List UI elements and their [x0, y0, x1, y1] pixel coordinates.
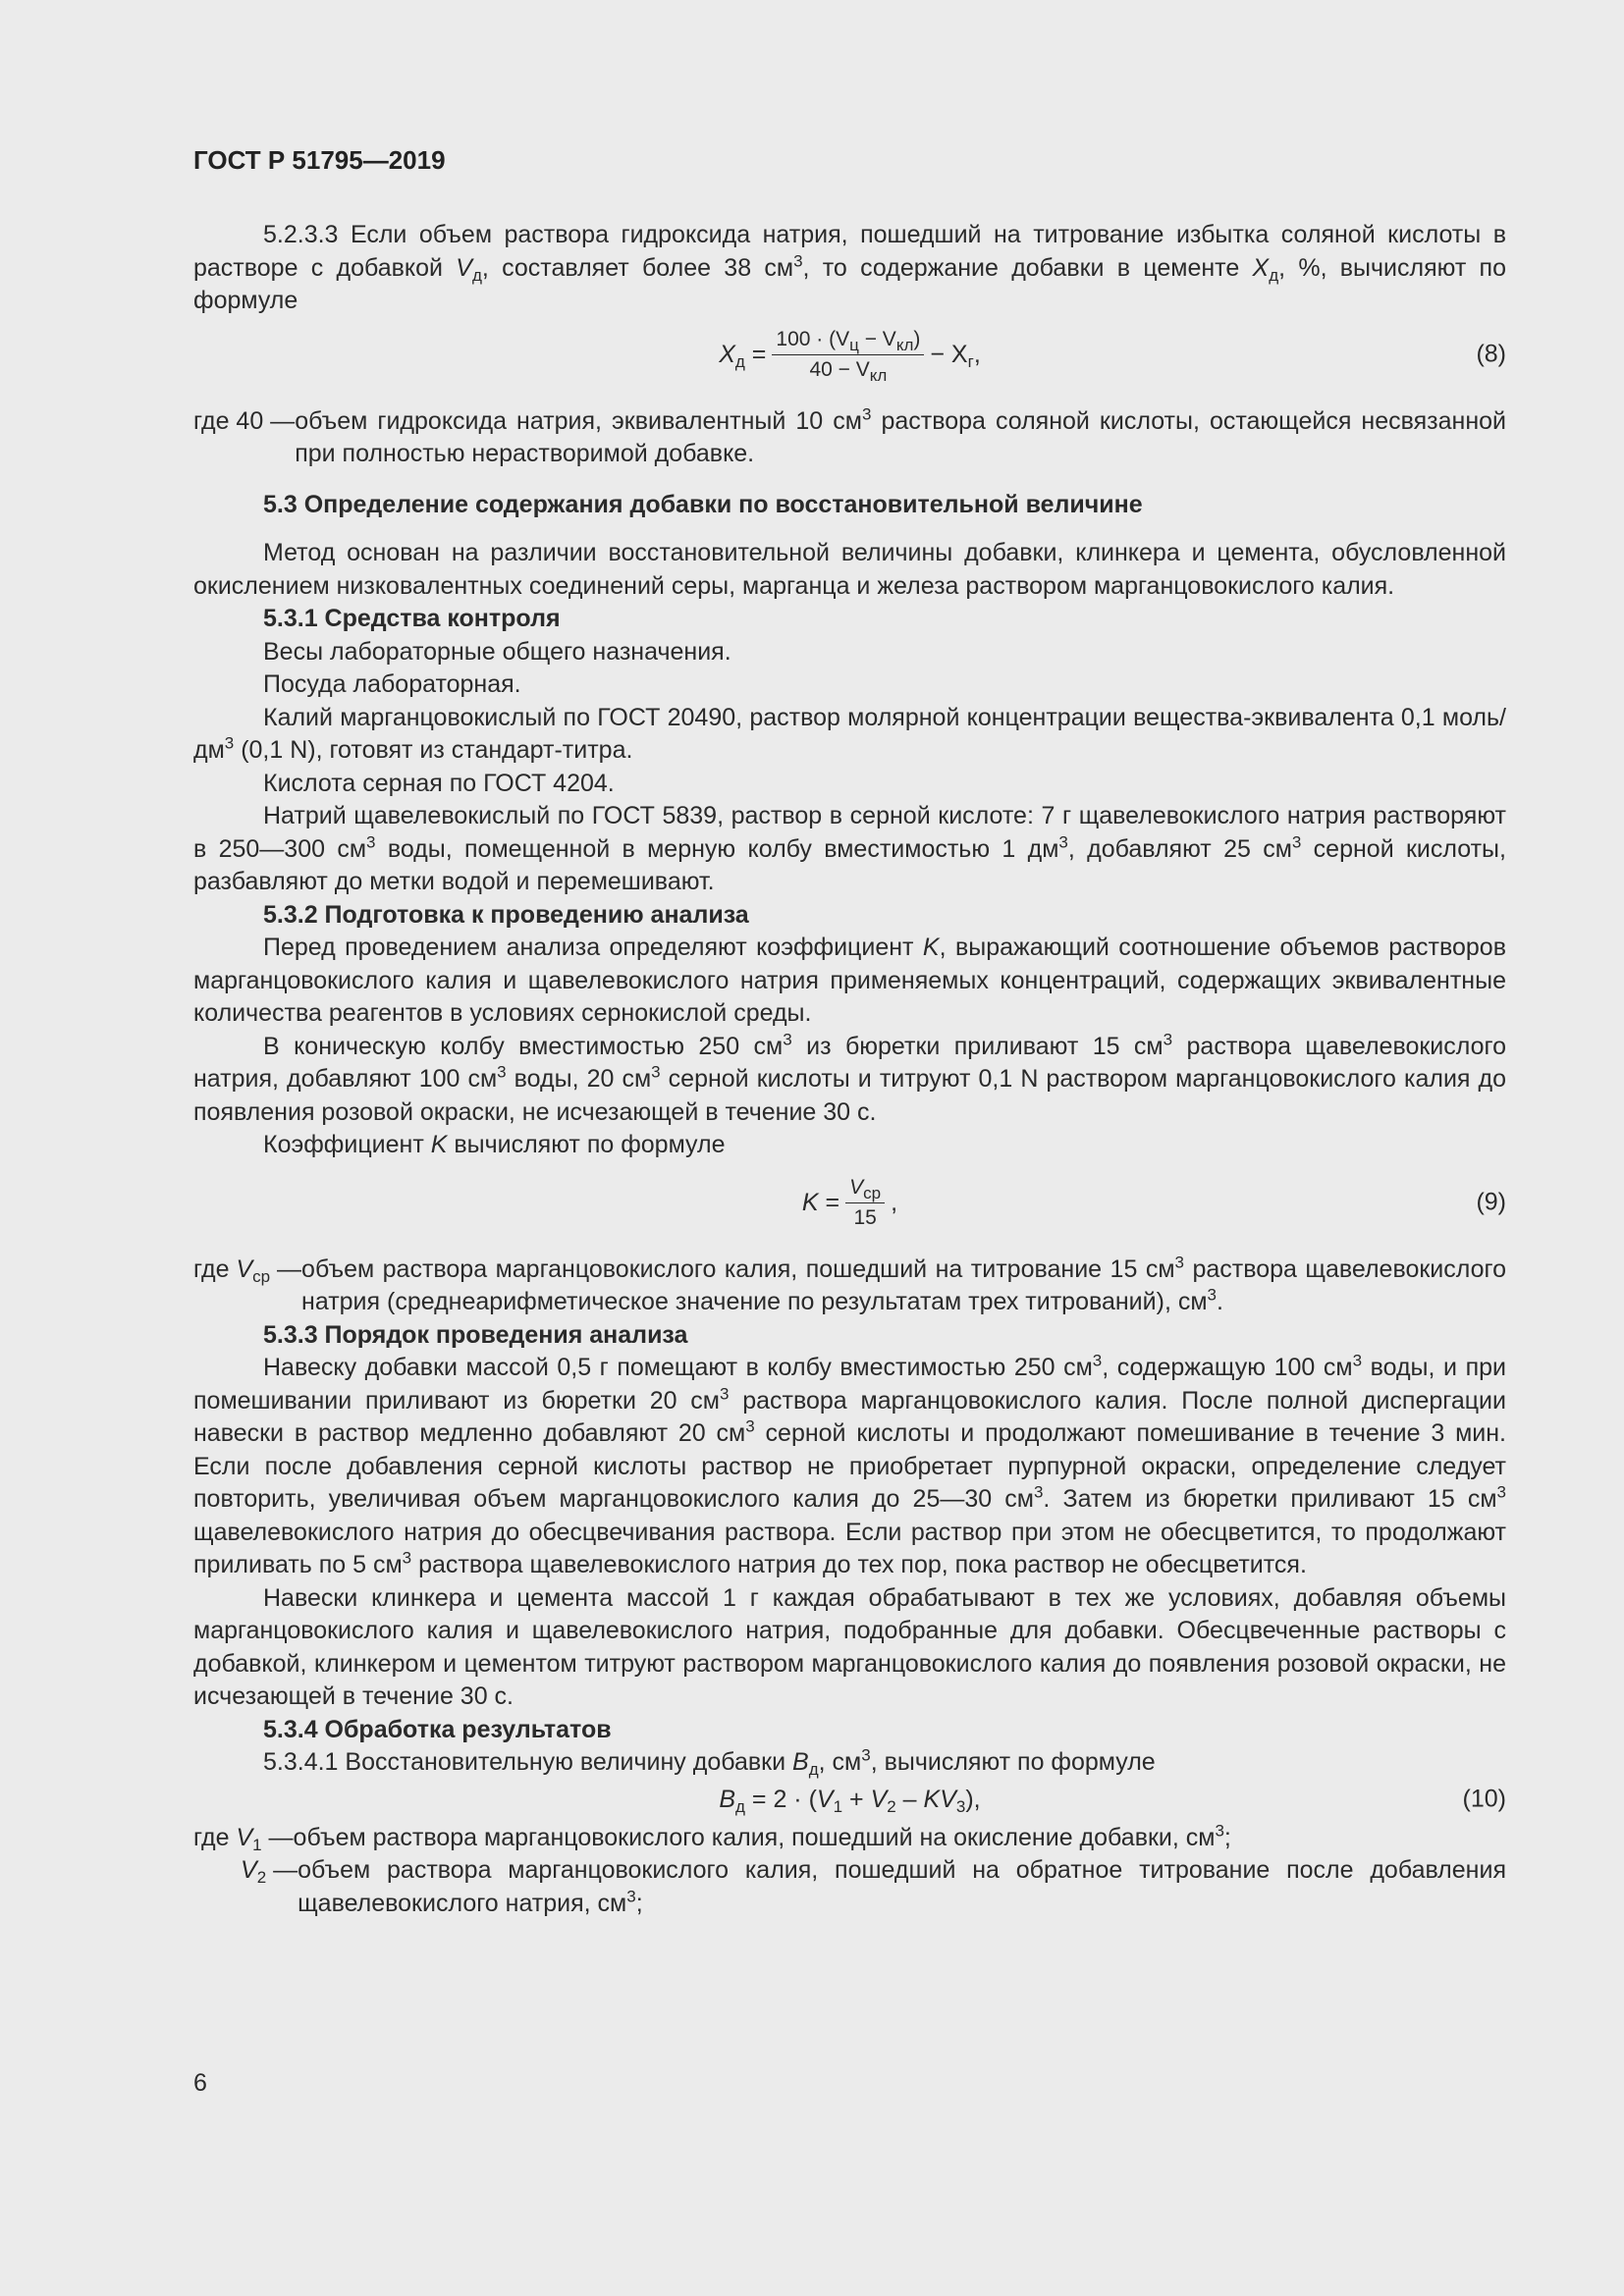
formula-8: $X_д$ = $\frac{100 \cdot (V_ц - V_{кл})}{40 - V_{кл}}$ − $X_г$, (8): [719, 327, 1506, 385]
formula-9: K = $\frac{V_{ср}}{15}$ , (9): [801, 1175, 1506, 1229]
paragraph-method: Метод основан на различии восстановительной величины добавки, клинкера и цемента, обусловленной окислением низковалентных соединений серы, марганца и железа раствором марганцовокислого калия.: [193, 539, 1506, 600]
formula-10: $B_д = 2 \cdot (V_1 + V_2 - KV_3)$, (10): [719, 1785, 1506, 1816]
where-block-10-row-1: где $V_1$ — объем раствора марганцовокислого калия, пошедший на окисление добавки, $см^3$;: [193, 1821, 1231, 1854]
section-5-3-4-title: 5.3.4 Обработка результатов: [263, 1715, 612, 1743]
formula-9-number: (9): [1476, 1188, 1506, 1216]
page-number: 6: [193, 2069, 207, 2097]
paragraph-sulfuric-acid: Кислота серная по ГОСТ 4204.: [263, 769, 615, 797]
paragraph-titration-setup: В коническую колбу вместимостью 250 $см^3$ из бюретки приливают 15 $см^3$ раствора щавелевокислого натрия, добавляют 100 $см^3$ воды, 20 $см^3$ серной кислоты и титруют 0,1 N раствором марганцовокислого калия до появления розовой окраски, не исчезающей в течение 30 с.: [193, 1030, 1506, 1126]
formula-8-fraction: $\frac{100 \cdot (V_ц - V_{кл})}{40 - V_{кл}}$: [772, 328, 924, 382]
paragraph-procedure: Навеску добавки массой 0,5 г помещают в колбу вместимостью 250 $см^3$, содержащую 100 $см^3$ воды, и при помешивании приливают из бюретки 20 $см^3$ раствора марганцовокислого калия. После полной диспергации навески в раствор медленно добавляют 20 $см^3$ серной кислоты и продолжают помешивание в течение 3 мин. Если после добавления серной кислоты раствор не приобретает пурпурной окраски, определение следует повторить, увеличивая объем марганцовокислого калия до 25—30 $см^3$. Затем из бюретки приливают 15 $см^3$ щавелевокислого натрия до обесцвечивания раствора. Если раствор при этом не обесцветится, то продолжают приливать по 5 $см^3$ раствора щавелевокислого натрия до тех пор, пока раствор не обесцветится.: [193, 1351, 1506, 1578]
paragraph-glassware: Посуда лабораторная.: [263, 670, 521, 698]
where-block-8: где 40 — объем гидроксида натрия, эквивалентный 10 $см^3$ раствора соляной кислоты, остающейся несвязанной при полностью нерастворимой добавке.: [193, 404, 1507, 467]
document-header: ГОСТ Р 51795—2019: [193, 145, 446, 175]
paragraph-5-3-4-1: 5.3.4.1 Восстановительную величину добавки $B_д$, $см^3$, вычисляют по формуле: [263, 1745, 1156, 1780]
paragraph-coefficient-intro: Перед проведением анализа определяют коэффициент K, выражающий соотношение объемов растворов марганцовокислого калия и щавелевокислого натрия применяемых концентраций, содержащих эквивалентные количества реагентов в условиях сернокислой среды.: [193, 934, 1506, 1027]
section-5-3-title: 5.3 Определение содержания добавки по восстановительной величине: [263, 490, 1143, 518]
paragraph-oxalate: Натрий щавелевокислый по ГОСТ 5839, раствор в серной кислоте: 7 г щавелевокислого натрия растворяют в 250—300 $см^3$ воды, помещенной в мерную колбу вместимостью 1 $дм^3$, добавляют 25 $см^3$ серной кислоты, разбавляют до метки водой и перемешивают.: [193, 802, 1506, 895]
section-5-3-1-title: 5.3.1 Средства контроля: [263, 605, 561, 632]
paragraph-scales: Весы лабораторные общего назначения.: [263, 637, 731, 666]
section-5-3-3-title: 5.3.3 Порядок проведения анализа: [263, 1320, 688, 1349]
section-5-3-2-title: 5.3.2 Подготовка к проведению анализа: [263, 900, 749, 929]
where-block-10-row-2: $V_2$ — объем раствора марганцовокислого калия, пошедший на обратное титрование после добавления щавелевокислого натрия, $см^3$;: [241, 1856, 1506, 1917]
paragraph-permanganate: Калий марганцовокислый по ГОСТ 20490, раствор молярной концентрации вещества-эквивалента 0,1 моль/$дм^3$ (0,1 N), готовят из стандарт-титра.: [193, 703, 1506, 764]
paragraph-5-2-3-3: 5.2.3.3 Если объем раствора гидроксида натрия, пошедший на титрование избытка соляной кислоты в растворе с добавкой $V_д$, составляет более 38 $см^3$, то содержание добавки в цементе $X_д$, %, вычисляют по формуле: [193, 221, 1506, 314]
formula-9-fraction: $\frac{V_{ср}}{15}$: [845, 1176, 885, 1230]
formula-10-number: (10): [1462, 1785, 1506, 1813]
paragraph-clinker-cement: Навески клинкера и цемента массой 1 г каждая обрабатывают в тех же условиях, добавляя объемы марганцовокислого калия и щавелевокислого натрия, подобранные для добавки. Обесцвеченные растворы с добавкой, клинкером и цементом титруют раствором марганцовокислого калия до появления розовой окраски, не исчезающей в течение 30 с.: [193, 1583, 1506, 1710]
where-block-9: где $V_{ср}$ — объем раствора марганцовокислого калия, пошедший на титрование 15 $см^3$ раствора щавелевокислого натрия (среднеарифметическое значение по результатам трех титрований), $см^3$.: [193, 1253, 1506, 1315]
formula-8-number: (8): [1476, 340, 1506, 368]
paragraph-coefficient-formula-intro: Коэффициент K вычисляют по формуле: [263, 1131, 726, 1158]
